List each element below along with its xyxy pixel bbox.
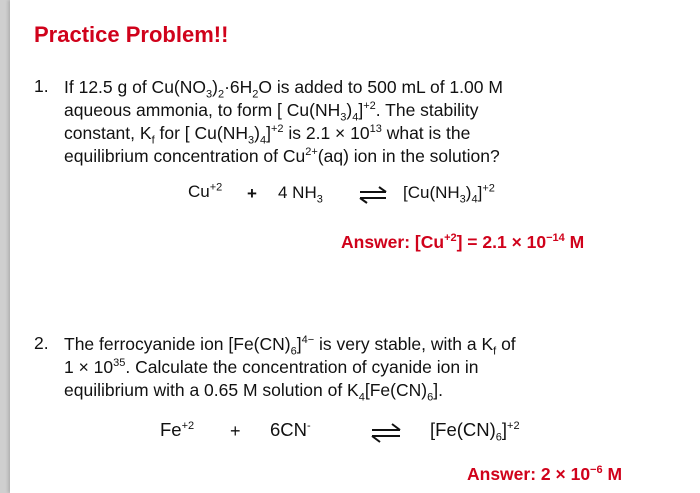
slide bbox=[10, 0, 700, 493]
page-title: Practice Problem!! bbox=[34, 22, 229, 47]
answer-1: Answer: $[Cu^{+2}] = 2.1 \times 10^{-14}$ M bbox=[341, 232, 585, 252]
reaction-1-plus: + bbox=[247, 184, 257, 203]
problem-2-text bbox=[64, 333, 516, 402]
problem-2-line-3: equilibrium with a 0.65 M solution of $K_4[Fe(CN)_6]$. bbox=[64, 380, 443, 404]
problem-1-line-4: equilibrium concentration of $Cu^{2+}(aq)$ ion in the solution? bbox=[64, 146, 500, 166]
problem-1-text bbox=[64, 76, 503, 168]
reaction-2-plus: + bbox=[230, 421, 241, 441]
problem-2-line-1: The ferrocyanide ion $[Fe(CN)_6]^{4-}$ is very stable, with a $K_f$ of bbox=[64, 334, 516, 358]
problem-1-line-2: aqueous ammonia, to form [ $Cu(NH_3)_4]^{+2}$. The stability bbox=[64, 100, 479, 124]
reaction-1-cu: $Cu^{+2}$ bbox=[188, 181, 223, 201]
problem-1-number: 1. bbox=[34, 76, 49, 96]
answer-2: Answer: $2 \times 10^{-6}$ M bbox=[467, 464, 623, 484]
reaction-2-cyanide: 6CN- bbox=[270, 419, 311, 440]
reaction-1-nh3: 4 $NH_3$ bbox=[278, 183, 323, 206]
problem-1-line-1: If 12.5 g of $Cu(NO_3)_2\cdot 6H_2O$ is added to 500 mL of 1.00 M bbox=[64, 77, 503, 101]
problem-2-number: 2. bbox=[34, 333, 49, 353]
equilibrium-arrow-icon bbox=[358, 186, 388, 204]
reaction-1-complex: $[Cu(NH_3)_4]^{+2}$ bbox=[403, 182, 495, 206]
problem-2-line-2: $1 \times 10^{35}$. Calculate the concentration of cyanide ion in bbox=[64, 357, 479, 377]
equilibrium-arrow-2-icon bbox=[370, 423, 402, 443]
reaction-2-fe: $Fe^{+2}$ bbox=[160, 419, 195, 440]
reaction-2-complex: $[Fe(CN)_6]^{+2}$ bbox=[430, 419, 520, 444]
problem-1-line-3: constant, $K_f$ for [ $Cu(NH_3)_4]^{+2}$ is $2.1 \times 10^{13}$ what is the bbox=[64, 123, 471, 147]
